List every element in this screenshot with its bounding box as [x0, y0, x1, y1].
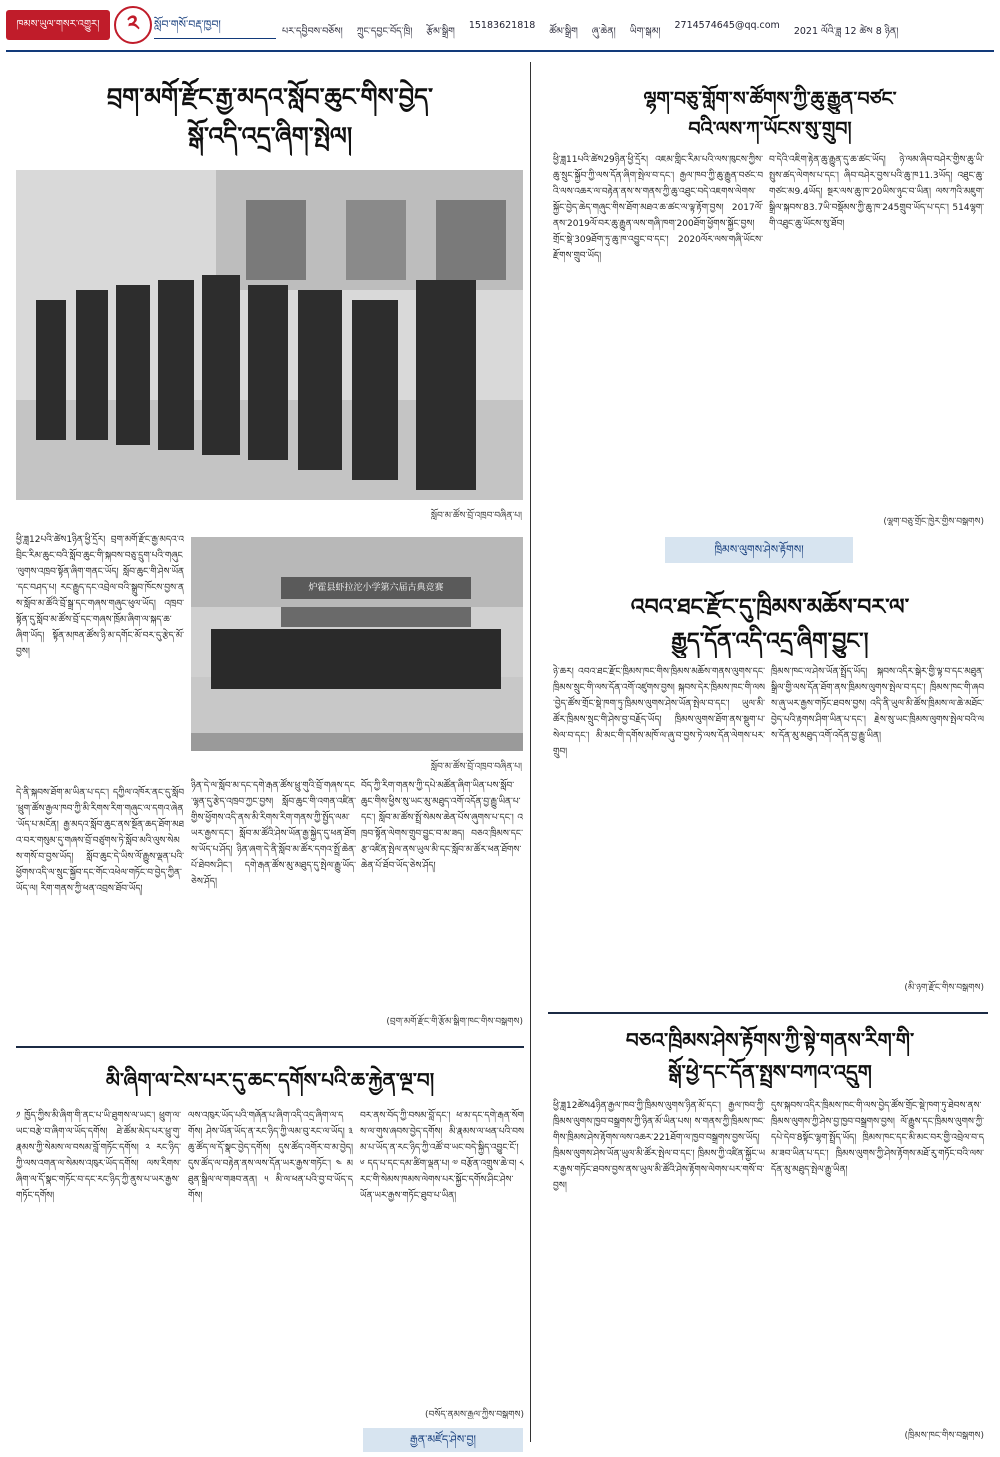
article4-col1: ༡ ཁྱོད་ཀྱིས་མི་ཞིག་གི་ནང་པ་ཡི་ཐུགས་ལ་ཡང་། ཕྲུག་ལ་ཡང་བརྩེ་བ་ཞིག་ལ་ཡོད་དགོས། ཐེ་ཚོམ་མེད་པར་ཕྲུ་གུ་རྣམས་ཀྱི་སེམས་ལ་བསམ་བློ་གཏོང་དགོས། ༢ རང་ཉིད་ཀྱི་ལས་འགན་ལ་སེམས་འཁུར་ཡོད་དགོས། ལས་རིགས་ཞིག་ལ་དོ་སྣང་གཏོང་བ་དང་རང་ཉིད་ཀྱི་ནུས་པ་ཡར་རྒྱས་གཏོང་དགོས། — [16, 1111, 181, 1201]
article1-photo2-caption: སློབ་མ་ཚོས་བྲོ་འཁྲབ་བཞིན་པ། — [430, 762, 522, 771]
article1-headline-line1: བྲག་མགོ་རྫོང་རྒྱ་མདའ་སློབ་ཆུང་གིས་བྱེད་ — [106, 82, 434, 111]
article4-byline: (བསོད་ནམས་རྒྱལ་ཀྱིས་བསྒྲགས) — [425, 1410, 524, 1419]
info-item: ཞུ་ཆེན། — [591, 26, 616, 37]
masthead-rule — [6, 50, 994, 52]
masthead-info — [282, 20, 994, 40]
info-item: ཡིག་སྒམ། — [629, 26, 661, 37]
article2-headline-line1: ལྷག་བཅུ་གློག་ས་ཚོགས་ཀྱི་ཆུ་རྒྱུན་བཙང་ — [643, 88, 897, 110]
article1-byline: (བྲག་མགོ་རྫོང་གི་རྩོམ་སྒྲིག་ཁང་གིས་བསྒྲགས) — [386, 1017, 523, 1026]
masthead-badge: ཁམས་ཡུལ་གསར་འགྱུར། — [6, 10, 110, 40]
article5-body-right: དུས་སྐབས་འདིར་ཁྲིམས་ཁང་གི་ལས་བྱེད་ཚོས་གྲོང་སྡེ་ཁག་ཏུ་ཐེབས་ནས་ཁྲིམས་ལུགས་ཀྱི་ཤེས་བྱ་ཁྱབ་བསྒྲགས་བྱས། ལོ་རྒྱུས་དང་ཁྲིམས་ལུགས་ཀྱི་དཔེ་དེབ་8སྟོང་ལྷག་སྤྲོད་ཡོད། ཁྲིམས་ཁང་དང་མི་མང་བར་གྱི་འབྲེལ་བ་དམ་ཟབ་ཡིན་པ་དང་། ཁྲིམས་ལུགས་ཀྱི་ཤེས་རྟོགས་མཐོ་རུ་གཏོང་བའི་ལས་དོན་མུ་མཐུད་སྤེལ་རྒྱུ་ཡིན། — [771, 1101, 984, 1175]
article3-headline-line2: རྒྱུད་དོན་འདི་འདྲ་ཞིག་བྱུང་། — [671, 628, 869, 654]
article3-body-left: ཉེ་ཆར། འབའ་ཐང་རྫོང་ཁྲིམས་ཁང་གིས་ཁྲིམས་མཆོས་གནས་ལུགས་དང་ཁྲིམས་སྲུང་གི་ལས་དོན་འགོ་འཛུགས་བྱས། སྐབས་དེར་ཁྲིམས་ཁང་གི་ལས་བྱེད་ཚོས་གྲོང་སྡེ་ཁག་ཏུ་ཁྲིམས་ལུགས་ཤེས་ཡོན་སྤེལ་བ་དང་། ཡུལ་མི་ཚོར་ཁྲིམས་སྲུང་གི་ཤེས་བྱ་བརྗོད་ཡོད། ཁྲིམས་ལུགས་ཐོག་ནས་སྡུག་པ་སེལ་བ་དང་། མི་མང་གི་དགོས་མཁོ་ལ་ཞུ་བ་བྱས་ཏེ་ལས་དོན་ལེགས་པར་གྲུབ། — [553, 667, 765, 757]
article3-headline-line1: འབའ་ཐང་རྫོང་དུ་ཁྲིམས་མཆོས་བར་ལ་ — [630, 594, 910, 620]
article3-byline: (མི་ཉག་རྫོང་གིས་བསྒྲགས) — [904, 983, 984, 992]
article4-col2: ལས་འཁུར་ཡོད་པའི་གཞོན་པ་ཞིག་འདི་འདྲ་ཞིག་ལ་དགོས། ཤེས་ཡོན་ཡོད་ན་རང་ཉིད་ཀྱི་ལམ་བུ་རང་ལ་ཡོད། ༣ ཆུ་ཚོད་ལ་དོ་སྣང་བྱེད་དགོས། དུས་ཚོད་འགོར་བ་མ་བྱེད། དུས་ཚོད་ལ་བརྟེན་ནས་ལས་དོན་ཡར་རྒྱས་གཏོང་། ༤ མཐུན་སྒྲིལ་ལ་གཟབ་ནན། ༥ མི་ལ་ཕན་པའི་བྱ་བ་ཡོད་དགོས། — [188, 1111, 353, 1201]
info-item: ཚོམ་སྒྲིག — [549, 26, 578, 37]
page-number: ༢ — [114, 6, 152, 44]
article5-headline-line2: སྒོ་ཕྱེ་དང་དོན་སྤྲས་བཀའ་འདྲུག — [668, 1060, 872, 1084]
article1-headline-line2: སྒོ་འདི་འདྲ་ཞིག་སྤེལ། — [187, 121, 353, 150]
section-rule-left — [16, 1046, 524, 1048]
article1-col2: དེ་ནི་སྐབས་ཐོག་མ་ཡིན་པ་དང་། དཀྱིལ་འཁོར་ནང་དུ་སློབ་ཕྲུག་ཚོས་རྒྱལ་ཁབ་ཀྱི་མི་རིགས་རིག་གཞུང་ལ་དགའ་ཞེན་ཡོད་པ་མངོན། རྒྱ་མདའ་སློབ་ཆུང་ནས་སྔོན་ཆད་ཐོག་མཐའ་བར་གསུམ་དུ་གཞས་བྲོ་བཙུགས་ཏེ་སློབ་མའི་ལུས་སེམས་གསོ་བ་བྱས་ཡོད། སློབ་ཆུང་དེ་ཡིས་ལོ་རྒྱུས་ལྡན་པའི་ཕྱོགས་འདི་ལ་སྲུང་སྐྱོབ་དང་གོང་འཕེལ་གཏོང་བ་བྱེད་ཀྱིན་ཡོད་ལ། རིག་གནས་ཀྱི་ཕན་འབྲས་ཐོབ་ཡོད། — [16, 788, 184, 894]
column-divider — [530, 62, 531, 1442]
info-email: 2714574645@qq.com — [674, 20, 780, 31]
info-phone: 15183621818 — [468, 20, 536, 31]
info-item: རྩོམ་སྒྲིག — [426, 26, 455, 37]
info-item: ཀྲུང་དབྱང་བོད་ཁྲི། — [356, 26, 413, 37]
article1-lead: ཕྱི་ཟླ12པའི་ཚེས1ཉིན་ཕྱི་དྲོར། བྲག་མགོ་རྫོང་རྒྱ་མདའ་འབྲིང་རིམ་ཆུང་བའི་སློབ་ཆུང་གི་སྐབས་བཅུ་དྲུག་པའི་གཞུང་ལུགས་འཁྲབ་སྟོན་ཞིག་གནང་ཡོད། སློབ་ཆུང་གི་ཤེས་ཡོན་དང་བཤད་པ། རང་རྒྱུད་དང་འབྲེལ་བའི་སྒྲུབ་ཁོངས་བྱས་ནས་སློབ་མ་ཚོའི་བྲོ་སྒྲ་དང་གཞས་གཞུང་ཕུལ་ཡོད། འཁྲབ་སྟོན་དུ་སློབ་མ་ཚོས་བྲོ་དང་གཞས་ཁྲོམ་ཞིག་ལ་སྐད་ཆ་ཞིག་ཡོད། སྟོན་མཁན་ཚོས་ཉི་མ་དགོང་མོ་བར་དུ་རྩེད་མོ་བྱས། — [16, 535, 184, 657]
article2-body-left: ཕྱི་ཟླ11པའི་ཚེས29ཉིན་ཕྱི་དྲོར། འཇམ་གླིང་རིམ་པའི་ལས་ཁུངས་ཀྱིས་ཆུ་སྲུང་སྐྱོབ་ཀྱི་ལས་དོན་ཞིག་སྤེལ་བ་དང་། རྒྱལ་ཁབ་ཀྱི་ཆུ་རྒྱུན་བཙང་བའི་ལས་འཆར་ལ་བརྟེན་ནས་ས་གནས་ཀྱི་ཆུ་འཐུང་བདེ་འཇགས་ལེགས་སྐྱོང་བྱེད་ཆེད་གཞུང་གིས་ཐོག་མཐའ་ཆ་ཚང་ལ་ལྟ་རྟོག་བྱས། 2017ལོ་ནས་2019ལོ་བར་ཆུ་རྒྱུན་ལས་གཞི་ཁག་200ཐོག་ཕྱོགས་སྐྱོང་བྱས། གྲོང་སྡེ་309ཐོག་ཏུ་ཆུ་ཁ་འབྱུང་བ་དང་། 2020ལོར་ལས་གཞི་ཡོངས་རྫོགས་གྲུབ་ཡོད། — [553, 155, 763, 261]
article1-photo1-caption: སློབ་མ་ཚོས་བྲོ་འཁྲབ་བཞིན་པ། — [430, 511, 522, 520]
article1-col4: བོད་ཀྱི་རིག་གནས་ཀྱི་དཔེ་མཚོན་ཞིག་ཡིན་པས་སློབ་ཆུང་གིས་ཕྱིས་སུ་ཡང་མུ་མཐུད་འགོ་འདོན་བྱ་རྒྱུ་ཡིན་པ་དང་། སློབ་མ་ཚོས་སྤྲོ་སེམས་ཆེན་པོས་ཞུགས་པ་དང་། འཁྲབ་སྟོན་ལེགས་གྲུབ་བྱུང་བ་མ་ཟད། བཅའ་ཁྲིམས་དང་རྩ་འཛིན་སྤེལ་ནས་ཡུལ་མི་དང་སློབ་མ་ཚོར་ཕན་ཐོགས་ཆེན་པོ་ཐོབ་ཡོད་ཅེས་ཤོད། — [361, 781, 523, 871]
article1-photo-performance — [191, 537, 523, 751]
article5-headline-line1: བཅའ་ཁྲིམས་ཤེས་རྟོགས་ཀྱི་སྟེ་གནས་རིག་གི་ — [625, 1028, 915, 1052]
article2-body-right: བ་དེའི་འཇིག་རྟེན་ཆུ་རྒྱུན་དུ་ཆ་ཚང་ཡོད། ཉེ་ལམ་ཞིབ་བཤེར་གྱིས་ཆུ་ཡི་སྤུས་ཚད་ལེགས་པ་དང་། ཞིབ་བཤེར་བྱས་པའི་ཆུ་ཁ11.3ཡོད། འཐུང་ཆུ་གཙང་མ9.4ཡོད། སྔར་ལས་ཆུ་ཁ་20ཡིས་ཉུང་བ་ཡིན། ལས་ཀའི་མཇུག་སྒྲིལ་སྐབས་83.7ཡི་བསྡོམས་ཀྱི་ཆུ་ཁ་245གྲུབ་ཡོད་པ་དང་། 514ལྷག་གི་འཐུང་ཆུ་ཡོངས་སུ་ཐོབ། — [769, 155, 984, 229]
masthead — [0, 0, 1000, 52]
article2-byline: (ལྷག་བཅུ་གྲོང་ཁྱེར་གྱིས་བསྒྲགས) — [883, 517, 984, 526]
section-title: སློབ་གསོ་བརྡ་ཁྱབ། — [154, 12, 276, 39]
article2-headline-line2: བའི་ལས་ཀ་ཡོངས་སུ་གྲུབ། — [688, 118, 852, 140]
article4-label: རྒྱན་མཛོད་ཤེས་བྱ། — [363, 1428, 523, 1452]
article3-body-right: ཁྲིམས་ཁང་ལ་ཤེས་ཡོན་སྤྲོད་ཡོད། སྐབས་འདིར་སྒེར་གྱི་ལྟ་བ་དང་མཐུན་སྒྲིལ་གྱི་ལས་དོན་ཐོག་ནས་ཁྲིམས་ལུགས་སྤེལ་བ་དང་། ཁྲིམས་ཁང་གི་ཞབས་ཞུ་ཡར་རྒྱས་གཏོང་ཐབས་བྱས། འདི་ནི་ཡུལ་མི་ཚོས་ཁྲིམས་ལ་ཆེ་མཐོང་བྱེད་པའི་རྟགས་ཤིག་ཡིན་པ་དང་། རྗེས་སུ་ཡང་ཁྲིམས་ལུགས་སྤེལ་བའི་ལས་དོན་མུ་མཐུད་འགོ་འདོན་བྱ་རྒྱུ་ཡིན། — [771, 667, 984, 741]
info-date: 2021 ལོའི་ཟླ 12 ཚེས 8 ཉིན། — [793, 26, 899, 37]
article1-col3: ཉིན་དེ་ལ་སློབ་མ་དང་དགེ་རྒན་ཚོས་ཕྲུ་གུའི་བྲོ་གཞས་དང་ལྷན་དུ་རྩེད་འཁྲབ་ཀྱང་བྱས། སློབ་ཆུང་གི་འགན་འཛིན་གྱིས་ཕྱོགས་འདི་ནས་མི་རིགས་རིག་གནས་ཀྱི་སྤྱོད་ལམ་ཡར་རྒྱས་དང་། སློབ་མ་ཚོའི་ཤེས་ཡོན་རྒྱ་སྐྱེད་དུ་ཕན་ཐོགས་ཡོད་པ་ཤོད། ཉིན་ཞག་དེ་ནི་སློབ་མ་ཚོར་དགའ་སྤྲོ་ཆེན་པོ་ཐེབས་ཤིང་། དགེ་རྒན་ཚོས་མུ་མཐུད་དུ་སྤེལ་རྒྱུ་ཡོད་ཅེས་ཤོད། — [191, 781, 356, 887]
article4-col3: བར་ནས་བོད་ཀྱི་བསམ་བློ་དང་། ཕ་མ་དང་དགེ་རྒན་སོགས་ལ་གུས་ཞབས་བྱེད་དགོས། མི་རྣམས་ལ་ཕན་པའི་བསམ་པ་ཡོད་ན་རང་ཉིད་ཀྱི་འཚོ་བ་ཡང་བདེ་སྐྱིད་འབྱུང་ངོ་། ༦ དད་པ་དང་དམ་ཚིག་ལྡན་པ། ༧ བརྩོན་འགྲུས་ཆེ་བ། ༨ རང་གི་སེམས་ཁམས་ལེགས་པར་སྐྱོང་དགོས་ཤིང་ཤེས་ཡོན་ཡར་རྒྱས་གཏོང་ཐུབ་པ་ཡིན། — [360, 1111, 524, 1201]
article1-photo-dancers — [16, 170, 523, 500]
section-label: ཁྲིམས་ལུགས་ཤེས་རྟོགས། — [665, 537, 853, 563]
article4-headline: མི་ཞིག་ལ་ངེས་པར་དུ་ཆང་དགོས་པའི་ཆ་རྐྱེན་ལྔ་བ། — [105, 1068, 435, 1092]
photo-banner-text: 炉霍县虾拉沱小学第六届古典竞赛 — [308, 583, 444, 593]
article5-body-left: ཕྱི་ཟླ12ཚེས4ཉིན་རྒྱལ་ཁབ་ཀྱི་ཁྲིམས་ལུགས་ཉིན་མོ་དང་། རྒྱལ་ཁབ་ཀྱི་ཁྲིམས་ལུགས་ཁྱབ་བསྒྲགས་ཀྱི་ཉིན་མོ་ཡིན་པས། ས་གནས་ཀྱི་ཁྲིམས་ཁང་གིས་ཁྲིམས་ཤེས་རྟོགས་ལས་འཆར་221ཐོག་ལ་ཁྱབ་བསྒྲགས་བྱས་ཡོད། ཁྲིམས་ལུགས་ཤེས་ཡོན་ཡུལ་མི་ཚོར་སྤེལ་བ་དང་། ཁྲིམས་ཀྱི་འཛིན་སྐྱོང་ཡར་རྒྱས་གཏོང་ཐབས་བྱས་ནས་ཡུལ་མི་ཚོའི་ཤེས་རྟོགས་ལེགས་པར་གསོ་བ་བྱས། — [553, 1101, 765, 1191]
article5-byline: (ཁྲིམས་ཁང་གིས་བསྒྲགས) — [904, 1431, 984, 1440]
section-rule-right — [548, 1012, 988, 1014]
info-item: པར་དབྱིབས་བཅོས། — [282, 26, 343, 37]
